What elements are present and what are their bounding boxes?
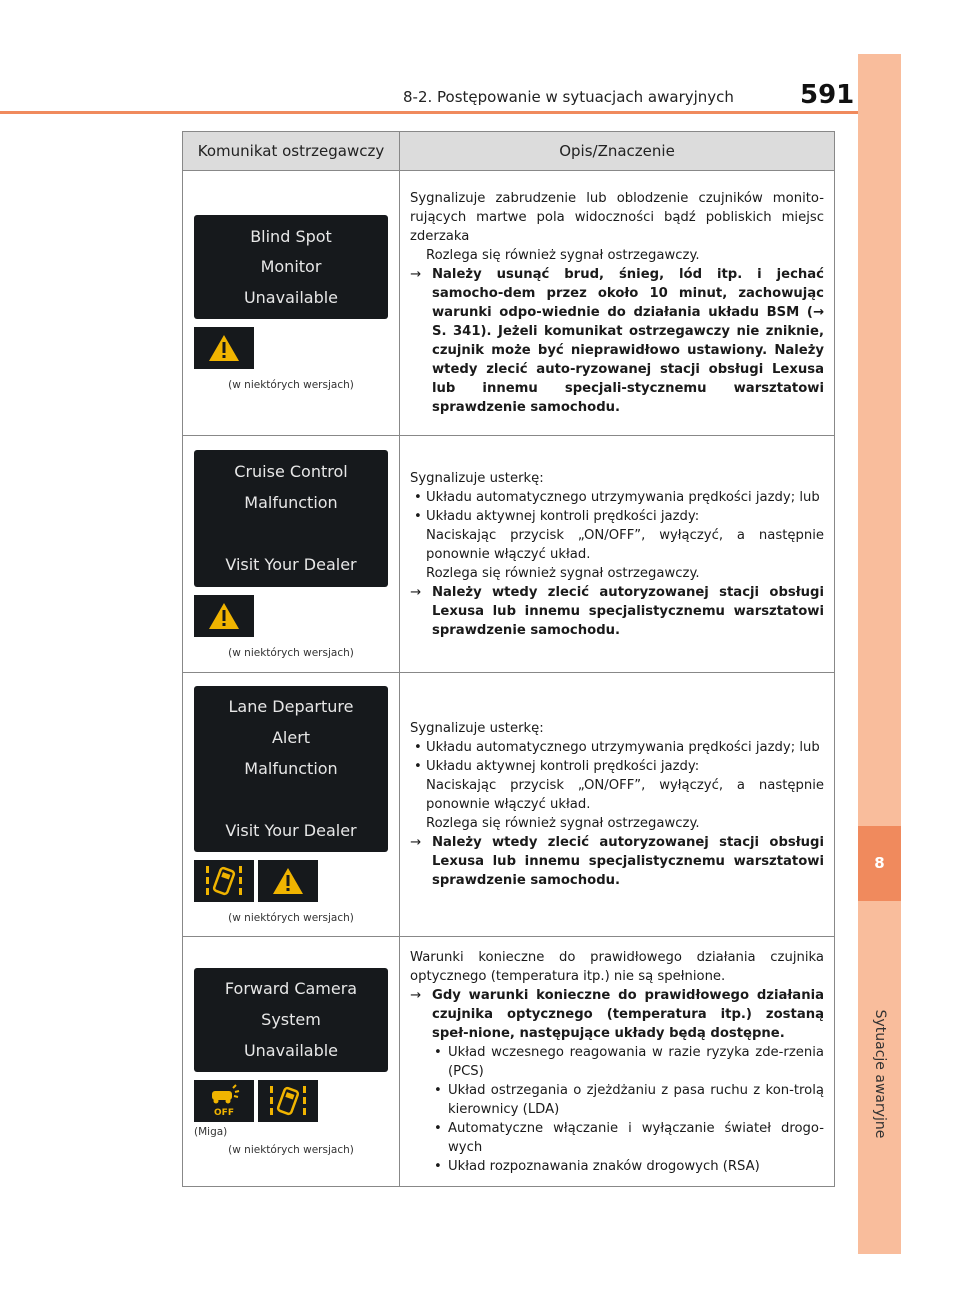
off-label: OFF — [214, 1107, 234, 1118]
description-cell — [400, 171, 835, 436]
display-line: Malfunction — [244, 492, 338, 512]
list-item: • Układu aktywnej kontroli prędkości jazdy: — [414, 508, 700, 524]
version-note: (w niektórych wersjach) — [228, 1143, 354, 1156]
display-line — [288, 524, 293, 543]
page-number: 591 — [800, 80, 855, 110]
message-cell — [183, 937, 400, 1187]
action-instruction — [410, 583, 824, 640]
display-line: Alert — [271, 728, 311, 748]
action-instruction — [410, 265, 824, 417]
multi-info-display — [194, 968, 388, 1072]
table-row — [183, 436, 835, 673]
display-line: Monitor — [260, 257, 322, 277]
indicator-icons — [194, 595, 388, 637]
display-line: Forward Camera — [224, 979, 358, 999]
action-text: Należy wtedy zlecić autoryzowanej stacji obsługi Lexusa lub innemu specjalistycznemu warsztatowi sprawdzenie samochodu. — [432, 835, 824, 888]
arrow-icon: → — [410, 987, 422, 1003]
table-row — [183, 673, 835, 937]
description-text: Warunki konieczne do prawidłowego działania czujnika optycznego (temperatura itp.) nie są spełnione. — [410, 949, 824, 984]
blink-note: (Miga) — [194, 1125, 228, 1138]
list-item: • Układu aktywnej kontroli prędkości jazdy: — [414, 759, 700, 774]
indicator-icons — [194, 860, 388, 902]
version-note: (w niektórych wersjach) — [228, 911, 354, 924]
message-cell — [183, 673, 400, 937]
description-text: Sygnalizuje usterkę: — [410, 721, 544, 736]
description-text: Sygnalizuje usterkę: — [410, 470, 544, 486]
list-item: • Układu automatycznego utrzymywania prędkości jazdy; lub — [414, 489, 820, 505]
arrow-icon: → — [410, 267, 422, 282]
action-instruction — [410, 833, 824, 890]
lane-departure-icon — [194, 860, 254, 902]
lane-departure-icon — [258, 1080, 318, 1122]
display-line: System — [261, 1009, 321, 1029]
multi-info-display — [194, 215, 388, 319]
arrow-icon: → — [410, 584, 422, 600]
description-text: Rozlega się również sygnał ostrzegawczy. — [426, 816, 700, 831]
multi-info-display — [194, 450, 388, 587]
display-line: Blind Spot — [250, 226, 332, 246]
indicator-icons — [194, 1080, 388, 1122]
list-item: • Układ ostrzegania o zjeżdżaniu z pasa ruchu z kon-trolą kierownicy (LDA) — [434, 1082, 824, 1117]
display-line: Visit Your Dealer — [225, 820, 357, 840]
action-text: Należy wtedy zlecić autoryzowanej stacji obsługi Lexusa lub innemu specjalistycznemu warsztatowi sprawdzenie samochodu. — [432, 584, 824, 638]
description-cell — [400, 673, 835, 937]
arrow-icon: → — [410, 835, 422, 850]
column-header-description: Opis/Znaczenie — [400, 132, 835, 171]
display-line: Malfunction — [244, 758, 338, 778]
list-item: • Układ wczesnego reagowania w razie ryzyka zde-rzenia (PCS) — [434, 1044, 824, 1079]
display-line: Unavailable — [243, 1040, 339, 1060]
table-header-row — [183, 132, 835, 171]
warning-messages-table — [182, 131, 835, 1187]
chapter-title: Sytuacje awaryjne — [872, 1009, 888, 1139]
warning-triangle-icon — [194, 327, 254, 369]
description-cell — [400, 937, 835, 1187]
pcs-off-icon — [194, 1080, 254, 1122]
action-text: Gdy warunki konieczne do prawidłowego działania czujnika optycznego (temperatura itp.) zostaną speł-nione, następujące układy będą dostępne. — [432, 987, 824, 1041]
chapter-number: 8 — [858, 826, 901, 901]
warning-triangle-icon — [258, 860, 318, 902]
multi-info-display — [194, 686, 388, 852]
chapter-side-tab — [858, 54, 901, 1254]
message-cell — [183, 171, 400, 436]
description-text: Naciskając przycisk „ON/OFF”, wyłączyć, a następnie ponownie włączyć układ. — [426, 778, 824, 812]
action-instruction — [410, 986, 824, 1043]
list-item: • Układu automatycznego utrzymywania prędkości jazdy; lub — [414, 740, 820, 755]
description-text: Naciskając przycisk „ON/OFF”, wyłączyć, a następnie ponownie włączyć układ. — [426, 527, 824, 562]
version-note: (w niektórych wersjach) — [228, 646, 354, 659]
version-note: (w niektórych wersjach) — [228, 379, 354, 391]
table-row — [183, 937, 835, 1187]
action-text: Należy usunąć brud, śnieg, lód itp. i jechać samocho-dem przez około 10 minut, zachowując warunki odpo-wiednie do działania układu BSM (→ S. 341). Jeżeli komunikat ostrzegawczy nie zniknie, czujnik może być nieprawidłowo ustawiony. Należy wtedy zlecić auto-ryzowanej stacji obsługi Lexusa lub innemu specjali-stycznemu warsztatowi sprawdzenie samochodu. — [432, 267, 824, 415]
display-line: Cruise Control — [234, 461, 348, 481]
message-cell — [183, 436, 400, 673]
list-item: • Automatyczne włączanie i wyłączanie świateł drogo-wych — [434, 1120, 824, 1155]
description-text: Rozlega się również sygnał ostrzegawczy. — [426, 565, 700, 581]
description-text: Rozlega się również sygnał ostrzegawczy. — [426, 248, 700, 263]
warning-triangle-icon — [194, 595, 254, 637]
section-title: 8-2. Postępowanie w sytuacjach awaryjnych — [403, 88, 734, 106]
display-line: Unavailable — [243, 288, 339, 308]
description-text: Sygnalizuje zabrudzenie lub oblodzenie czujników monito-rujących martwe pola widoczności bądź pobliskich miejsc zderzaka — [410, 191, 824, 244]
display-line: Visit Your Dealer — [225, 555, 357, 575]
indicator-icons — [194, 327, 388, 369]
table-row — [183, 171, 835, 436]
display-line: Lane Departure — [228, 697, 354, 717]
list-item: • Układ rozpoznawania znaków drogowych (RSA) — [434, 1158, 760, 1174]
display-line — [288, 790, 293, 809]
header-rule — [0, 111, 858, 114]
column-header-message: Komunikat ostrzegawczy — [183, 132, 400, 171]
description-cell — [400, 436, 835, 673]
